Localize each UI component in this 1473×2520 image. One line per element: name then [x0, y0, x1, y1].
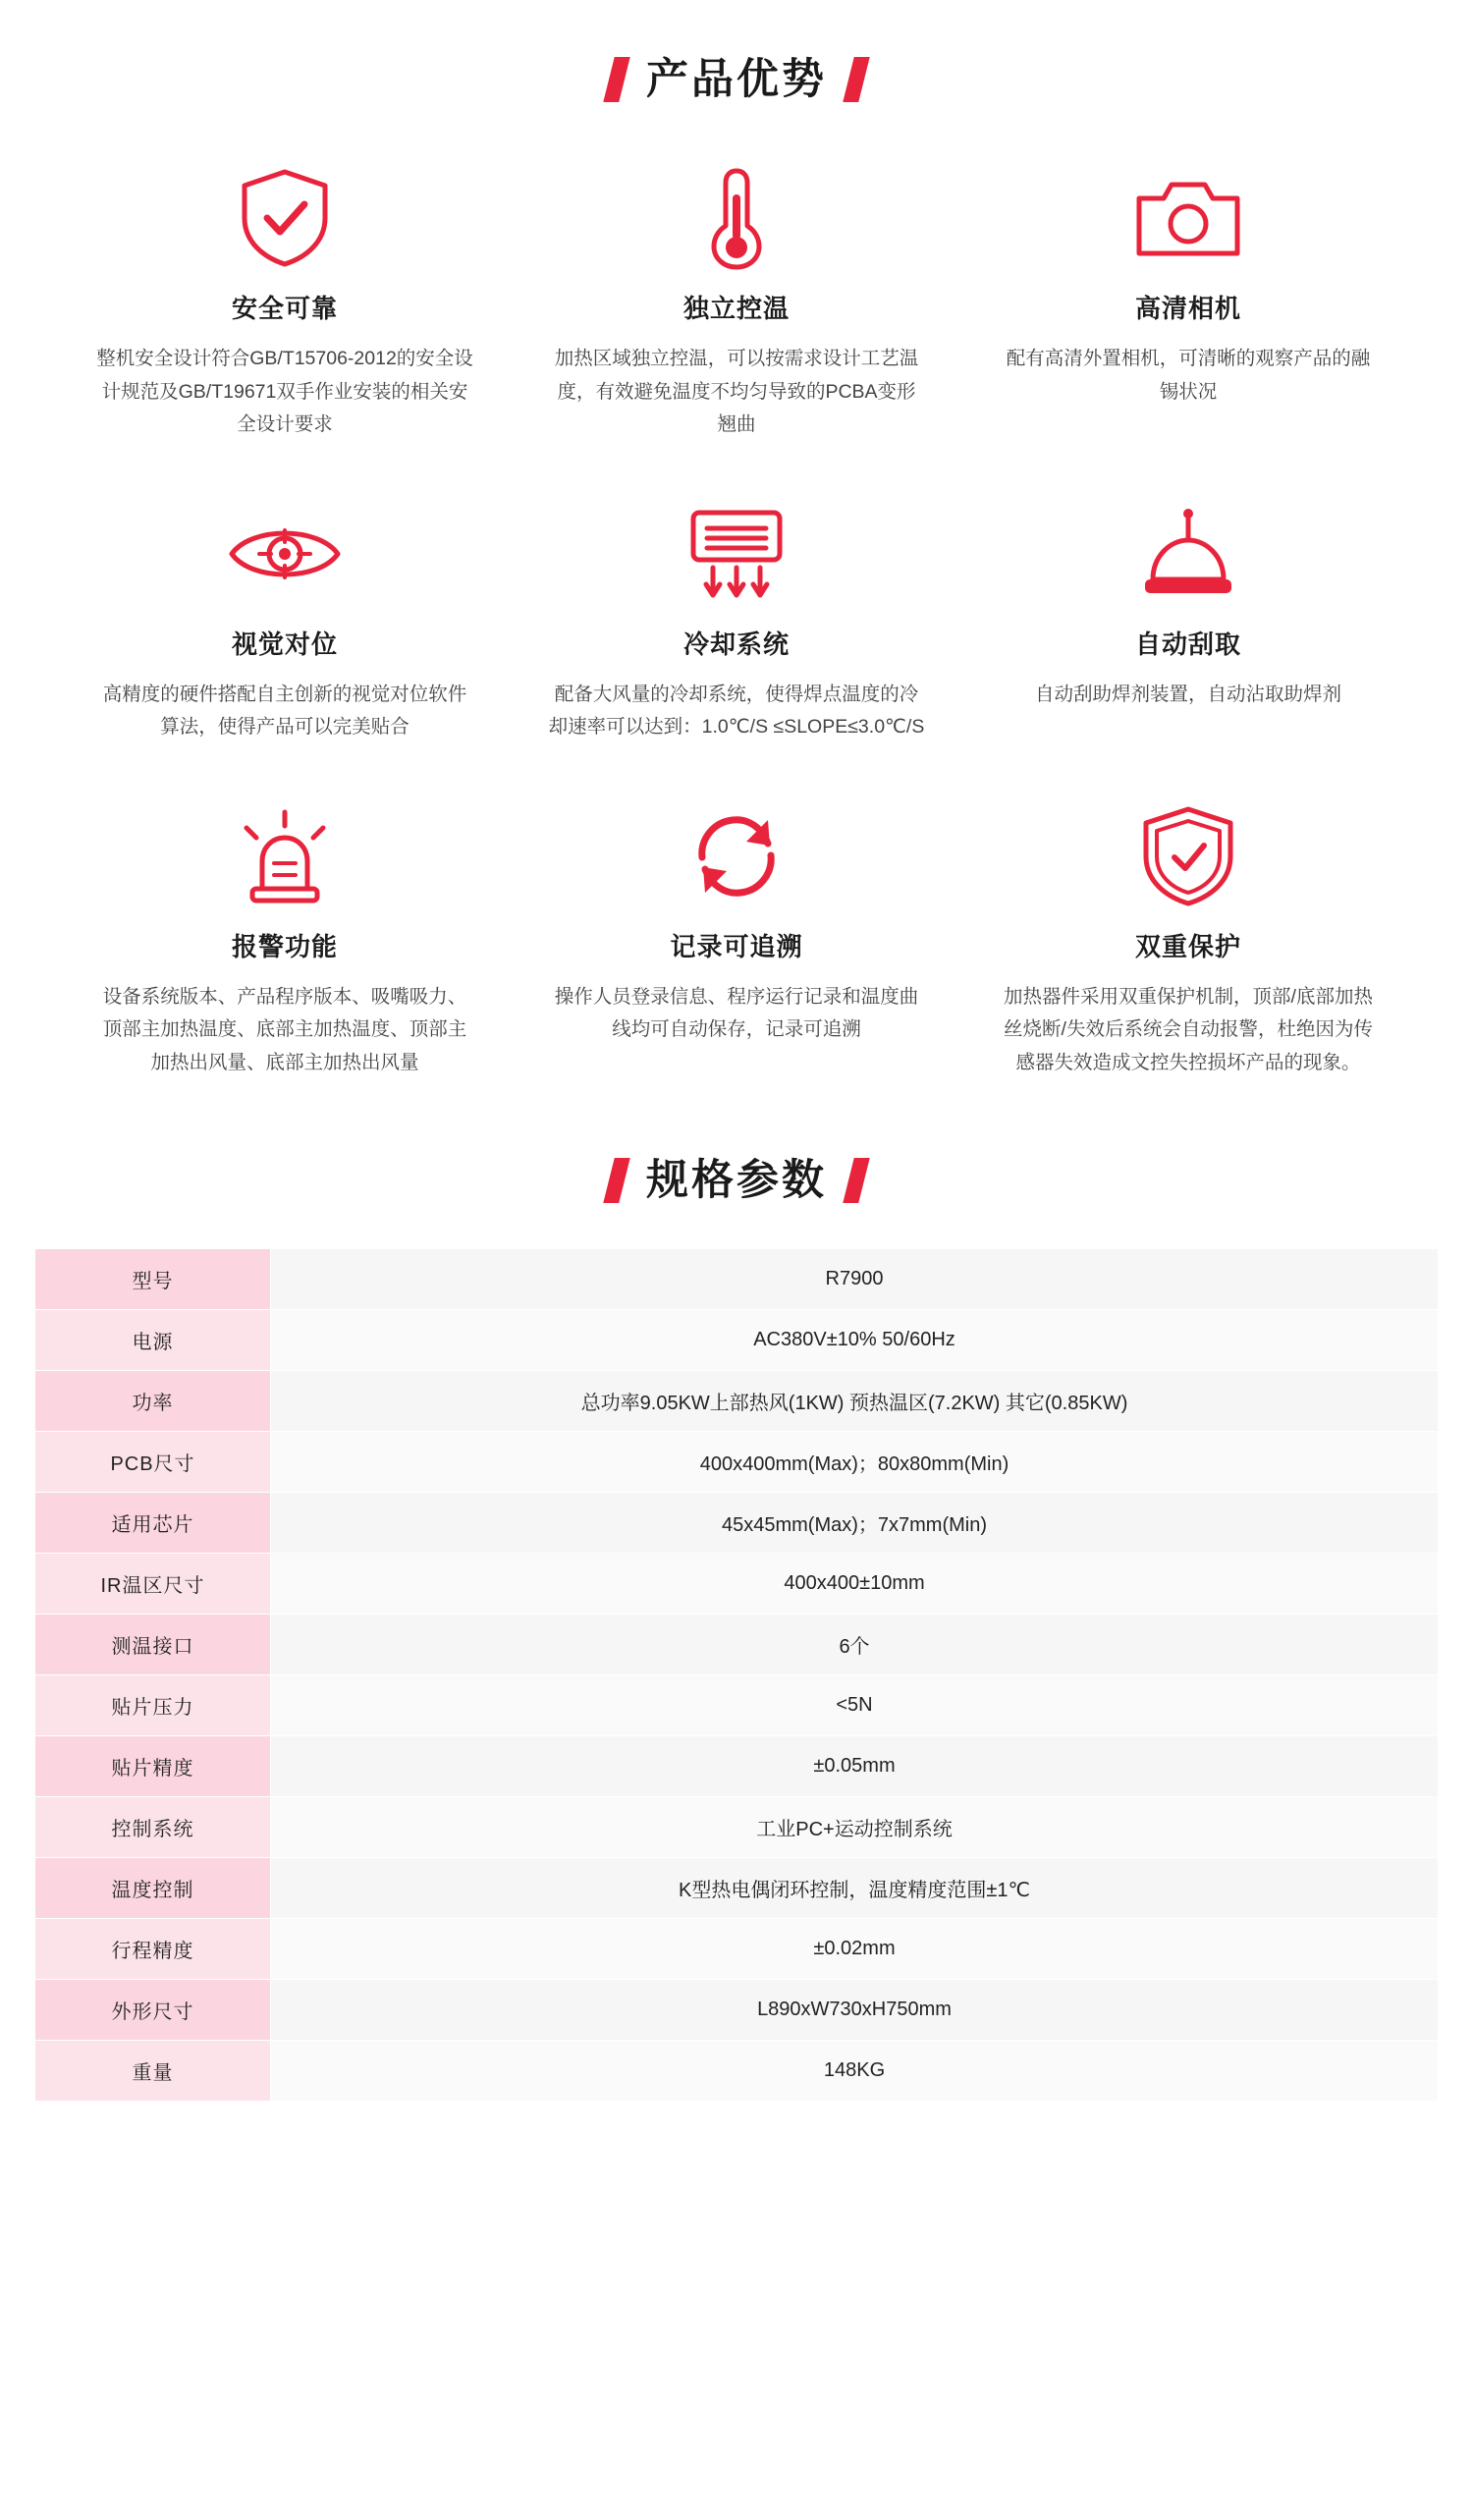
eye-target-icon: [226, 499, 344, 609]
spec-label: 电源: [35, 1310, 271, 1371]
spec-label: 贴片精度: [35, 1736, 271, 1797]
table-row: [35, 1493, 1439, 1554]
spec-table: [34, 1248, 1439, 2102]
spec-value: 工业PC+运动控制系统: [271, 1797, 1439, 1858]
table-row: [35, 1797, 1439, 1858]
alarm-light-icon: [237, 801, 333, 911]
feature-description: 整机安全设计符合GB/T15706-2012的安全设计规范及GB/T19671双手作业安装的相关安全设计要求: [96, 348, 473, 436]
spec-label: 重量: [35, 2041, 271, 2102]
feature-description: 自动刮助焊剂装置，自动沾取助焊剂: [1034, 683, 1341, 705]
table-row: [35, 1858, 1439, 1919]
spec-label: 型号: [35, 1249, 271, 1310]
heading-slash-left-icon: [603, 1158, 629, 1203]
spec-value: 400x400mm(Max)；80x80mm(Min): [271, 1432, 1439, 1493]
spec-value: 400x400±10mm: [271, 1554, 1439, 1615]
spec-value: ±0.02mm: [271, 1919, 1439, 1980]
spec-table-wrapper: [0, 1236, 1473, 2161]
feature-item: [59, 163, 511, 442]
spec-value: K型热电偶闭环控制，温度精度范围±1℃: [271, 1858, 1439, 1919]
table-row: [35, 2041, 1439, 2102]
shield-check-icon: [238, 163, 332, 273]
cooling-fan-icon: [685, 499, 788, 609]
heading-slash-right-icon: [843, 1158, 869, 1203]
features-grid: [0, 136, 1473, 1089]
table-row: [35, 1554, 1439, 1615]
auto-scrape-icon: [1139, 499, 1237, 609]
features-section-heading: [0, 29, 1473, 136]
table-row: [35, 1919, 1439, 1980]
feature-title: 自动刮取: [1134, 629, 1241, 659]
feature-item: [511, 801, 962, 1080]
feature-description: 配有高清外置相机，可清晰的观察产品的融锡状况: [1006, 348, 1371, 403]
heading-slash-left-icon: [603, 57, 629, 102]
feature-description: 操作人员登录信息、程序运行记录和温度曲线均可自动保存，记录可追溯: [554, 985, 919, 1041]
spec-value: ±0.05mm: [271, 1736, 1439, 1797]
heading-slash-right-icon: [843, 57, 869, 102]
feature-title: 独立控温: [682, 294, 790, 323]
table-row: [35, 1736, 1439, 1797]
spec-label: 温度控制: [35, 1858, 271, 1919]
spec-label: 外形尺寸: [35, 1980, 271, 2041]
table-row: [35, 1432, 1439, 1493]
spec-value: 总功率9.05KW上部热风(1KW) 预热温区(7.2KW) 其它(0.85KW): [271, 1371, 1439, 1432]
feature-item: [511, 499, 962, 744]
spec-value: 45x45mm(Max)；7x7mm(Min): [271, 1493, 1439, 1554]
spec-label: 适用芯片: [35, 1493, 271, 1554]
table-row: [35, 1249, 1439, 1310]
feature-title: 记录可追溯: [670, 931, 803, 961]
refresh-cycle-icon: [687, 801, 786, 911]
feature-description: 加热区域独立控温，可以按需求设计工艺温度，有效避免温度不均匀导致的PCBA变形翘曲: [554, 348, 919, 436]
table-row: [35, 1371, 1439, 1432]
spec-value: 148KG: [271, 2041, 1439, 2102]
feature-title: 报警功能: [231, 931, 338, 961]
double-shield-icon: [1139, 801, 1237, 911]
thermometer-icon: [704, 163, 769, 273]
spec-label: 功率: [35, 1371, 271, 1432]
table-row: [35, 1310, 1439, 1371]
spec-value: <5N: [271, 1675, 1439, 1736]
specs-section-heading: [0, 1089, 1473, 1236]
spec-value: R7900: [271, 1249, 1439, 1310]
spec-value: 6个: [271, 1615, 1439, 1675]
feature-description: 加热器件采用双重保护机制，顶部/底部加热丝烧断/失效后系统会自动报警，杜绝因为传感器失效造成文控失控损坏产品的现象。: [1004, 985, 1373, 1073]
feature-item: [962, 163, 1414, 442]
spec-label: PCB尺寸: [35, 1432, 271, 1493]
spec-value: AC380V±10% 50/60Hz: [271, 1310, 1439, 1371]
feature-title: 安全可靠: [231, 294, 338, 323]
feature-item: [962, 801, 1414, 1080]
feature-title: 双重保护: [1134, 931, 1241, 961]
feature-description: 设备系统版本、产品程序版本、吸嘴吸力、顶部主加热温度、底部主加热温度、顶部主加热出风量、底部主加热出风量: [102, 985, 467, 1073]
spec-label: IR温区尺寸: [35, 1554, 271, 1615]
feature-item: [59, 499, 511, 744]
specs-heading-text: 规格参数: [646, 1156, 827, 1204]
spec-label: 贴片压力: [35, 1675, 271, 1736]
feature-item: [962, 499, 1414, 744]
feature-description: 配备大风量的冷却系统，使得焊点温度的冷却速率可以达到：1.0℃/S ≤SLOPE≤3.0℃/S: [548, 683, 925, 739]
spec-label: 行程精度: [35, 1919, 271, 1980]
spec-label: 测温接口: [35, 1615, 271, 1675]
features-heading-text: 产品优势: [646, 55, 827, 103]
feature-title: 视觉对位: [231, 629, 338, 659]
camera-icon: [1134, 163, 1242, 273]
spec-value: L890xW730xH750mm: [271, 1980, 1439, 2041]
feature-item: [511, 163, 962, 442]
table-row: [35, 1980, 1439, 2041]
feature-title: 冷却系统: [682, 629, 790, 659]
spec-label: 控制系统: [35, 1797, 271, 1858]
feature-title: 高清相机: [1134, 294, 1241, 323]
feature-item: [59, 801, 511, 1080]
feature-description: 高精度的硬件搭配自主创新的视觉对位软件算法，使得产品可以完美贴合: [102, 683, 467, 739]
table-row: [35, 1675, 1439, 1736]
table-row: [35, 1615, 1439, 1675]
